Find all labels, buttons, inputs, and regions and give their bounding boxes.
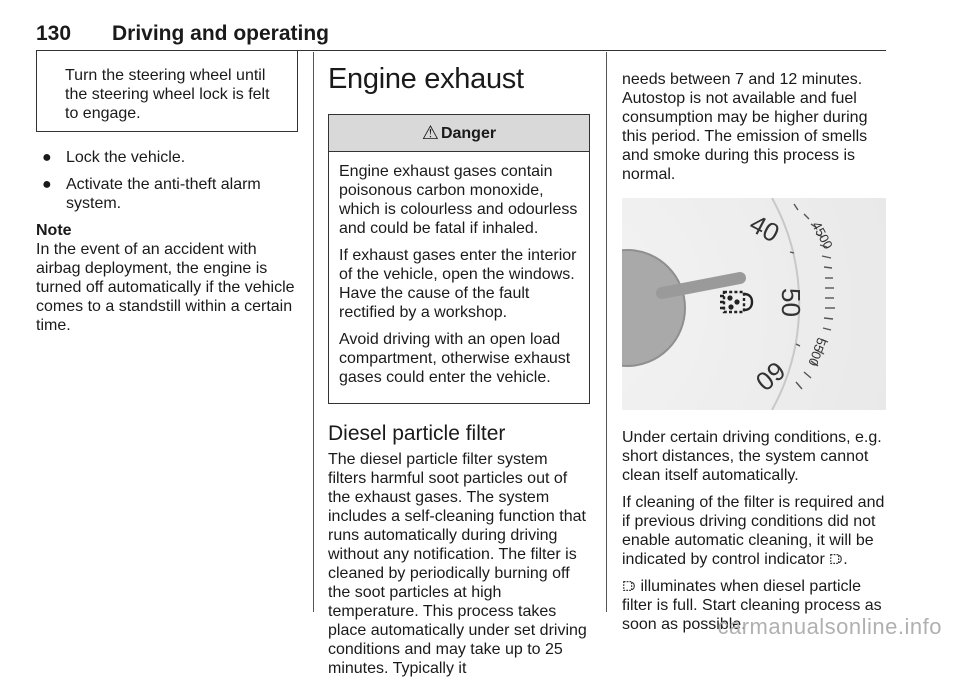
page-number: 130 (36, 22, 72, 45)
danger-paragraph: Engine exhaust gases contain poisonous carbon monoxide, which is colourless and odourless and could be fatal if inhaled. (339, 163, 578, 237)
rpm-label: 4500 (809, 218, 836, 252)
gauge-illustration (622, 198, 886, 410)
body-text: . (843, 551, 848, 568)
section-title: Driving and operating (112, 22, 330, 45)
bullet-list (36, 148, 298, 213)
list-item (36, 175, 298, 213)
body-text: illuminates when diesel particle filter is full. Start cleaning process as soon as possible. (622, 578, 882, 633)
bullet-text: Lock the vehicle. (66, 149, 186, 166)
danger-paragraph: Avoid driving with an open load compartment, otherwise exhaust gases could enter the vehicle. (339, 331, 571, 386)
list-item (36, 148, 298, 167)
heading-engine-exhaust: Engine exhaust (328, 63, 524, 95)
column-right (622, 50, 886, 642)
rpm-label: 5500 (805, 335, 830, 369)
body-text: If cleaning of the filter is required and if previous driving conditions did not enable automatic cleaning, it will be indicated by control indicator (622, 494, 885, 568)
column-left (36, 50, 298, 335)
note-text: In the event of an accident with airbag deployment, the engine is turned off automatically if the vehicle comes to a standstill within a certain time. (36, 241, 295, 334)
column-divider (313, 52, 314, 612)
speed-label: 60 (749, 355, 792, 398)
bullet-text: Activate the anti-theft alarm system. (66, 176, 261, 212)
danger-header (329, 115, 589, 152)
speed-label: 50 (776, 288, 806, 317)
note-label: Note (36, 222, 72, 239)
danger-paragraph: If exhaust gases enter the interior of the vehicle, open the windows. Have the cause of the fault rectified by a workshop. (339, 247, 577, 321)
column-middle (328, 50, 590, 678)
box-text: Turn the steering wheel until the steering wheel lock is felt to engage. (65, 67, 270, 122)
body-paragraph (622, 493, 886, 569)
heading-diesel-particle-filter: Diesel particle filter (328, 422, 506, 445)
speed-label: 40 (744, 208, 785, 249)
body-paragraph: The diesel particle filter system filters harmful soot particles out of the exhaust gases. The system includes a self-cleaning function that runs automatically during driving without any notification. The filter is cleaned by periodically burning off the soot particles at high temperature. This process takes place automatically under set driving conditions and may take up to 25 minutes. Typically it (328, 451, 587, 677)
danger-body (329, 152, 589, 403)
body-paragraph: needs between 7 and 12 minutes. Autostop is not available and fuel consumption may be higher during this period. The emission of smells and smoke during this process is normal. (622, 71, 868, 183)
danger-title: Danger (440, 124, 497, 142)
page-header (36, 22, 886, 51)
watermark: carmanualsonline.info (717, 614, 942, 639)
bullet-icon: ● (42, 149, 52, 166)
diesel-particle-filter-icon (829, 552, 843, 566)
bullet-icon: ● (42, 176, 52, 193)
body-paragraph: Under certain driving conditions, e.g. short distances, the system cannot clean itself automatically. (622, 429, 882, 484)
warning-triangle-icon: ⚠ (421, 122, 439, 144)
column-divider (606, 52, 607, 612)
continued-box (36, 50, 298, 132)
instrument-cluster-image (622, 198, 886, 410)
danger-box (328, 114, 590, 404)
diesel-particle-filter-icon (622, 579, 636, 593)
